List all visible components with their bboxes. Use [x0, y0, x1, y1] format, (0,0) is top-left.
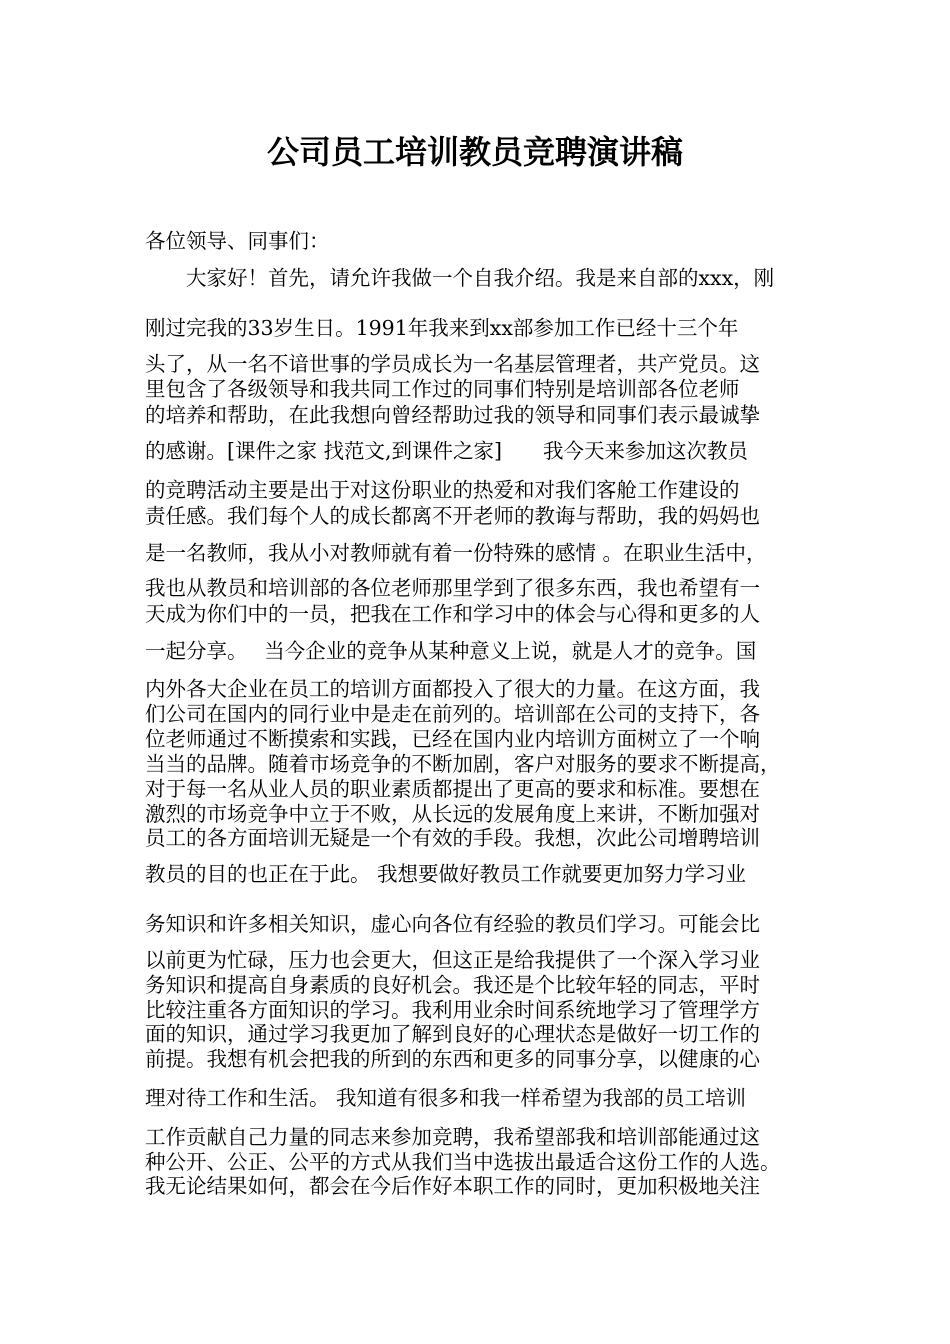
body-line-4: 里包含了各级领导和我共同工作过的同事们特别是培训部各位老师 [145, 377, 740, 401]
body-line-20: 教员的目的也正在于此。 我想要做好教员工作就要更加努力学习业 [145, 862, 747, 886]
body-line-7: 的竞聘活动主要是出于对这份职业的热爱和对我们客舱工作建设的 [145, 478, 740, 502]
body-line-17: 对于每一名从业人员的职业素质都提出了更高的要求和标准。要想在 [145, 777, 760, 801]
body-line-25: 面的知识，通过学习我更加了解到良好的心理状态是做好一切工作的 [145, 1022, 760, 1046]
body-line-12: 一起分享。 当今企业的竞争从某种意义上说，就是人才的竞争。国 [145, 639, 757, 663]
body-line-3: 头了，从一名不谙世事的学员成长为一名基层管理者，共产党员。这 [145, 352, 760, 376]
body-line-8: 责任感。我们每个人的成长都离不开老师的教诲与帮助，我的妈妈也 [145, 504, 760, 528]
body-line-19: 员工的各方面培训无疑是一个有效的手段。我想，次此公司增聘培训 [145, 826, 760, 850]
body-line-2: 刚过完我的33岁生日。1991年我来到xx部参加工作已经十三个年 [145, 316, 739, 340]
body-line-13: 内外各大企业在员工的培训方面都投入了很大的力量。在这方面，我 [145, 677, 760, 701]
body-line-6: 的感谢。[课件之家 找范文,到课件之家] 我今天来参加这次教员 [145, 439, 749, 463]
body-line-26: 前提。我想有机会把我的所到的东西和更多的同事分享，以健康的心 [145, 1047, 760, 1071]
body-line-5: 的培养和帮助，在此我想向曾经帮助过我的领导和同事们表示最诚挚 [145, 403, 760, 427]
body-line-11: 天成为你们中的一员，把我在工作和学习中的体会与心得和更多的人 [145, 602, 760, 626]
body-line-14: 们公司在国内的同行业中是走在前列的。培训部在公司的支持下，各 [145, 702, 760, 726]
body-line-1: 大家好！首先，请允许我做一个自我介绍。我是来自部的xxx，刚 [145, 266, 775, 290]
body-line-24: 比较注重各方面知识的学习。我利用业余时间系统地学习了管理学方 [145, 998, 760, 1022]
body-line-22: 以前更为忙碌，压力也会更大，但这正是给我提供了一个深入学习业 [145, 948, 760, 972]
body-line-30: 我无论结果如何，都会在今后作好本职工作的同时，更加积极地关注 [145, 1174, 760, 1198]
body-line-27: 理对待工作和生活。 我知道有很多和我一样希望为我部的员工培训 [145, 1086, 747, 1110]
body-line-16: 当当的品牌。随着市场竞争的不断加剧，客户对服务的要求不断提高， [145, 752, 781, 776]
document-title: 公司员工培训教员竞聘演讲稿 [266, 133, 683, 171]
body-line-15: 位老师通过不断摸索和实践，已经在国内业内培训方面树立了一个响 [145, 727, 760, 751]
body-line-9: 是一名教师，我从小对教师就有着一份特殊的感情 。在职业生活中， [145, 541, 767, 565]
salutation-line: 各位领导、同事们： [145, 229, 330, 253]
body-line-23: 务知识和提高自身素质的良好机会。我还是个比较年轻的同志，平时 [145, 973, 760, 997]
body-line-10: 我也从教员和培训部的各位老师那里学到了很多东西，我也希望有一 [145, 576, 760, 600]
body-line-18: 激烈的市场竞争中立于不败，从长远的发展角度上来讲，不断加强对 [145, 802, 760, 826]
body-line-28: 工作贡献自己力量的同志来参加竞聘，我希望部我和培训部能通过这 [145, 1125, 760, 1149]
body-line-29: 种公开、公正、公平的方式从我们当中选拔出最适合这份工作的人选。 [145, 1150, 781, 1174]
body-line-21: 务知识和许多相关知识，虚心向各位有经验的教员们学习。可能会比 [145, 912, 760, 936]
